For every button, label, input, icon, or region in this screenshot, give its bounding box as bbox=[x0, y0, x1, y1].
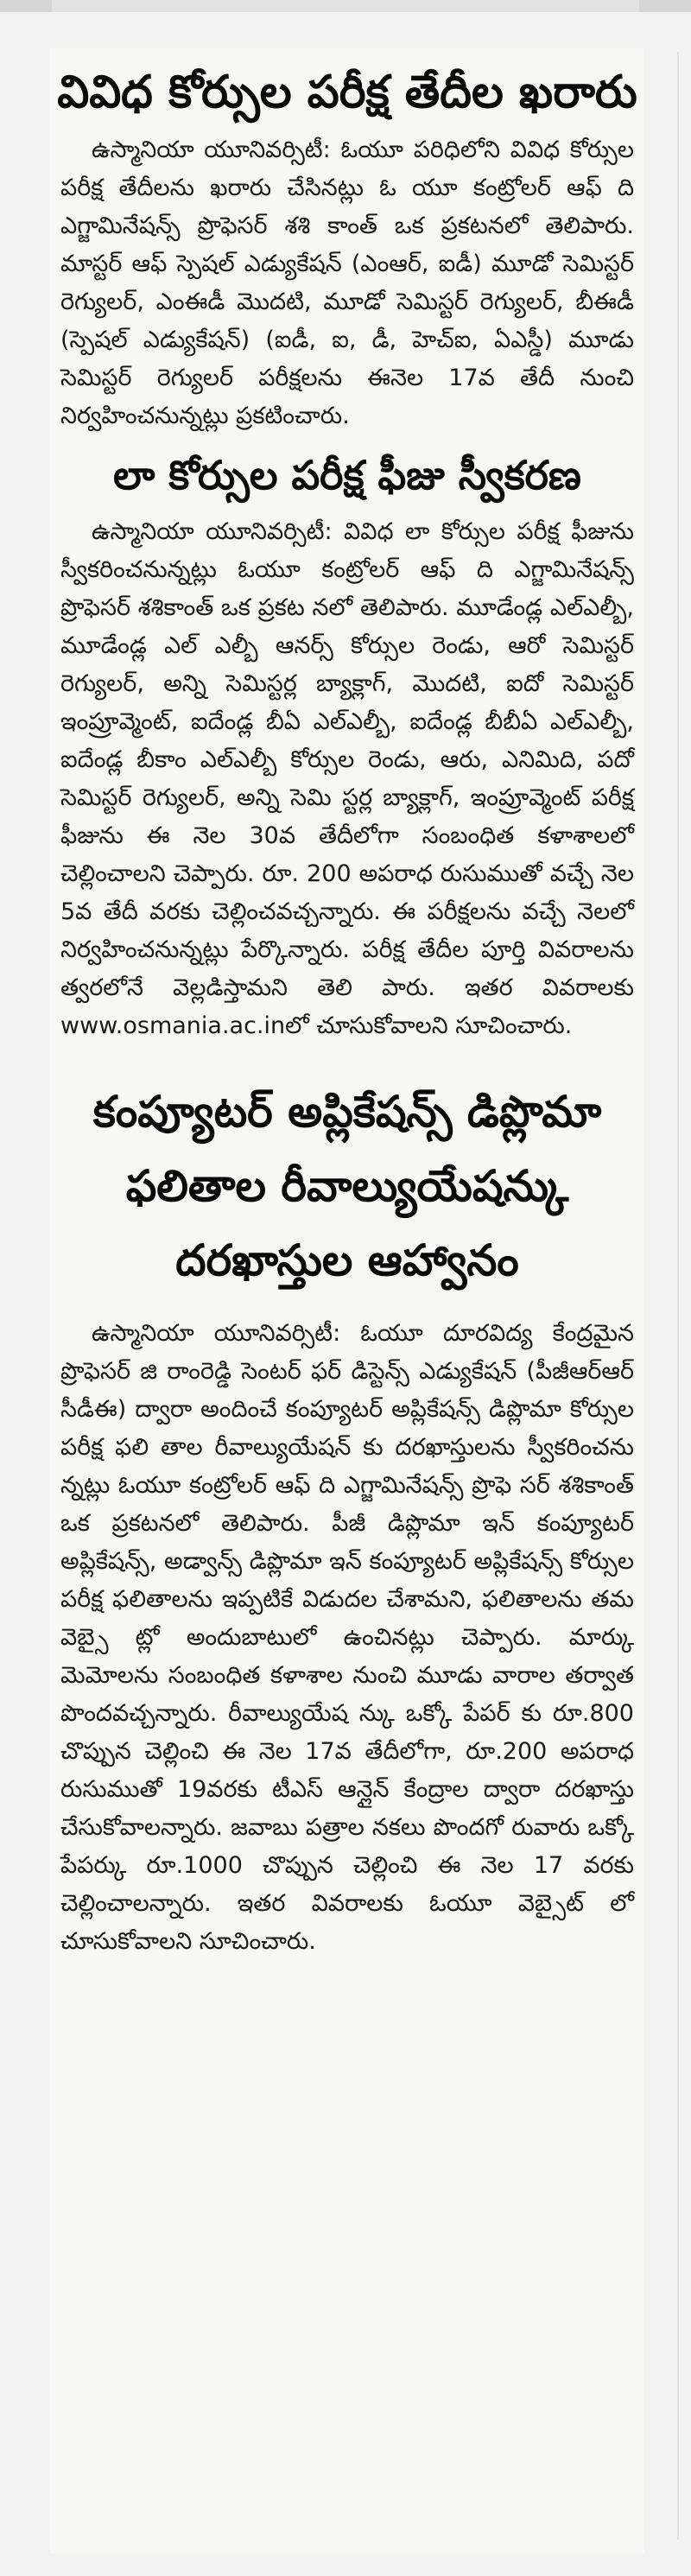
news-clipping bbox=[50, 48, 644, 2554]
article3-headline: కంప్యూటర్ అప్లికేషన్స్ డిప్లొమా ఫలితాల రీవాల్యుయేషన్కు దరఖాస్తుల ఆహ్వానం bbox=[92, 1087, 602, 1285]
top-strip bbox=[0, 0, 691, 12]
top-strip-fade bbox=[52, 0, 639, 12]
article2-headline: లా కోర్సుల పరీక్ష ఫీజు స్వీకరణ bbox=[113, 452, 581, 498]
article1-body: ఉస్మానియా యూనివర్సిటీ: ఓయూ పరిధిలోని వివిధ కోర్సుల పరీక్ష తేదీలను ఖరారు చేసినట్లు ఓ యూ కంట్రోలర్ ఆఫ్ ది ఎగ్జామినేషన్స్ ప్రొఫెసర్ శశి కాంత్ ఒక ప్రకటనలో తెలిపారు. మాస్టర్ ఆఫ్ స్పెషల్ ఎడ్యుకేషన్ (ఎంఆర్, ఐడీ) మూడో సెమిస్టర్ రెగ్యులర్, ఎంఈడీ మొదటి, మూడో సెమిస్టర్ రెగ్యులర్, బీఈడీ (స్పెషల్ ఎడ్యుకేషన్) (ఐడీ, ఐ, డీ, హెచ్ఐ, ఏఎస్డీ) మూడు సెమిస్టర్ రెగ్యులర్ పరీక్షలను ఈనెల 17వ తేదీ నుంచి నిర్వహించనున్నట్లు ప్రకటించారు. bbox=[60, 136, 634, 429]
article3-body: ఉస్మానియా యూనివర్సిటీ: ఓయూ దూరవిద్య కేంద్రమైన ప్రొఫెసర్ జి రాంరెడ్డి సెంటర్ ఫర్ డిస్టెన్స్ ఎడ్యుకేషన్ (పీజీఆర్ఆర్ సీడీఈ) ద్వారా అందించే కంప్యూటర్ అప్లికేషన్స్ డిప్లొమా కోర్సుల పరీక్ష ఫలి తాల రీవాల్యుయేషన్ కు దరఖాస్తులను స్వీకరించను న్నట్లు ఓయూ కంట్రోలర్ ఆఫ్ ది ఎగ్జామినేషన్స్ ప్రొఫె సర్ శశికాంత్ ఒక ప్రకటనలో తెలిపారు. పీజీ డిప్లొమా ఇన్ కంప్యూటర్ అప్లికేషన్స్, అడ్వాన్స్ డిప్లొమా ఇన్ కంప్యూటర్ అప్లికేషన్స్ కోర్సుల పరీక్ష ఫలితాలను ఇప్పటికే విడుదల చేశామని, ఫలితాలను తమ వెబ్సై ట్లో అందుబాటులో ఉంచినట్లు చెప్పారు. మార్కు మెమోలను సంబంధిత కళాశాల నుంచి మూడు వారాల తర్వాత పొందవచ్చన్నారు. రీవాల్యుయేష న్కు ఒక్కో పేపర్ కు రూ.800 చొప్పున చెల్లించి ఈ నెల 17వ తేదీలోగా, రూ.200 అపరాధ రుసుముతో 19వరకు టీఎస్ ఆన్లైన్ కేంద్రాల ద్వారా దరఖాస్తు చేసుకోవాలన్నారు. జవాబు పత్రాల నకలు పొందగో రువారు ఒక్కో పేపర్కు రూ.1000 చొప్పున చెల్లించి ఈ నెల 17 వరకు చెల్లించాలన్నారు. ఇతర వివరాలకు ఓయూ వెబ్సైట్ లో చూసుకోవాలని సూచించారు. bbox=[60, 1320, 634, 1955]
article2-body: ఉస్మానియా యూనివర్సిటీ: వివిధ లా కోర్సుల పరీక్ష ఫీజును స్వీకరించనున్నట్లు ఓయూ కంట్రోలర్ ఆఫ్ ది ఎగ్జామినేషన్స్ ప్రొఫెసర్ శశికాంత్ ఒక ప్రకట నలో తెలిపారు. మూడేండ్ల ఎల్ఎల్బీ, మూడేండ్ల ఎల్ ఎల్బీ ఆనర్స్ కోర్సుల రెండు, ఆరో సెమిస్టర్ రెగ్యులర్, అన్ని సెమిస్టర్ల బ్యాక్లాగ్, మొదటి, ఐదో సెమిస్టర్ ఇంప్రూవ్మెంట్, ఐదేండ్ల బీఏ ఎల్ఎల్బీ, ఐదేండ్ల బీబీఏ ఎల్ఎల్బీ, ఐదేండ్ల బీకాం ఎల్ఎల్బీ కోర్సుల రెండు, ఆరు, ఎనిమిది, పదో సెమిస్టర్ రెగ్యులర్, అన్ని సెమి స్టర్ల బ్యాక్లాగ్, ఇంప్రూవ్మెంట్ పరీక్ష ఫీజును ఈ నెల 30వ తేదీలోగా సంబంధిత కళాశాలలో చెల్లించాలని చెప్పారు. రూ. 200 అపరాధ రుసుముతో వచ్చే నెల 5వ తేదీ వరకు చెల్లించవచ్చన్నారు. ఈ పరీక్షలను వచ్చే నెలలో నిర్వహించనున్నట్లు పేర్కొన్నారు. పరీక్ష తేదీల పూర్తి వివరాలను త్వరలోనే వెల్లడిస్తామని తెలి పారు. ఇతర వివరాలకు www.osmania.ac.inలో చూసుకోవాలని సూచించారు. bbox=[60, 518, 634, 1039]
column-rule bbox=[677, 52, 679, 2540]
article1-headline: వివిధ కోర్సుల పరీక్ష తేదీల ఖరారు bbox=[57, 67, 637, 118]
